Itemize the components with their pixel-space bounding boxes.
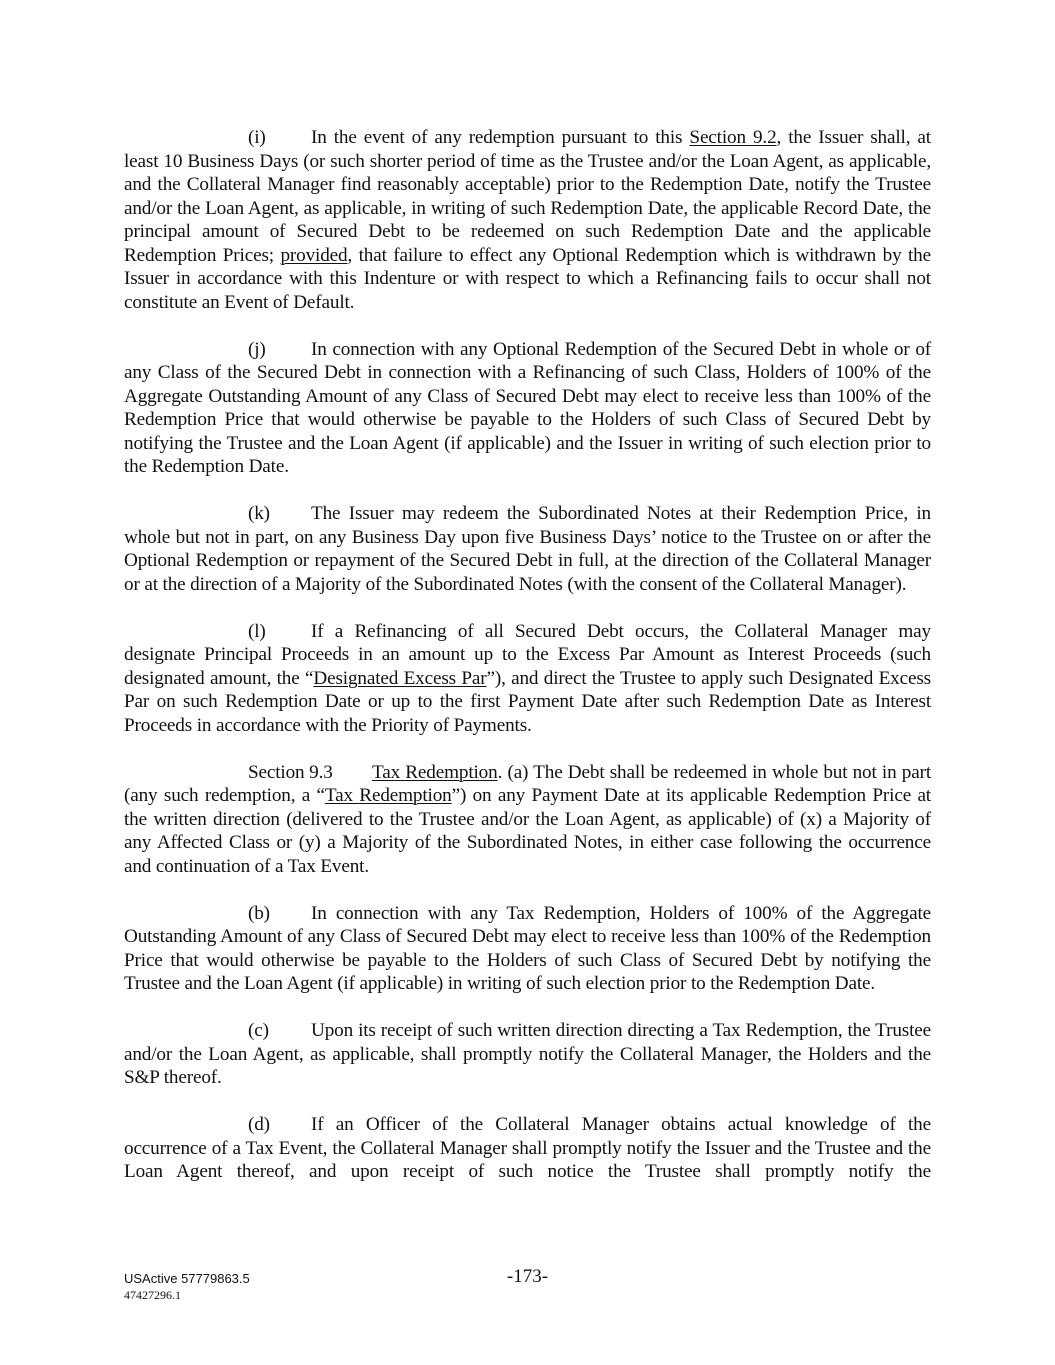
paragraph-k [124, 502, 931, 596]
paragraph-label: (j) [248, 338, 266, 360]
section-heading-tax-redemption: Tax Redemption [372, 761, 498, 783]
section-reference-link: Section 9.2 [689, 127, 777, 148]
page-number: -173- [506, 1266, 549, 1287]
text-segment: ”), and direct the Trustee to apply such Designated Excess Par on such Redemption Date or up to the first Payment Date after such Redemption Date as Interest Proceeds in accordance with the Priority of Payments. [124, 667, 931, 736]
paragraph-label: (d) [248, 1114, 270, 1135]
text-segment: . (a) The Debt shall be redeemed in whole but not in part (any such redemption, a “ [124, 761, 931, 806]
paragraph-i [124, 126, 931, 314]
defined-term-tax-redemption: Tax Redemption [324, 785, 452, 806]
paragraph-label: (k) [248, 503, 270, 524]
defined-term-designated-excess-par: Designated Excess Par [313, 667, 487, 689]
footer-doc-number: 47427296.1 [124, 1288, 181, 1302]
text-segment: In the event of any redemption pursuant to this [311, 127, 690, 148]
paragraph-l [124, 620, 931, 738]
text-segment: ”) on any Payment Date at its applicable Redemption Price at the written direction (delivered to the Trustee and/or the Loan Agent, as applicable) of (x) a Majority of any Affected Class or (y) a Majority of the Subordinated Notes, in either case following the occurrence and continuation of a Tax Event. [124, 785, 931, 877]
section-9-3-paragraph-a [124, 761, 931, 879]
text-segment: Upon its receipt of such written direction directing a Tax Redemption, the Trustee and/or the Loan Agent, as applicable, shall promptly notify the Collateral Manager, the Holders and the S&P thereof. [124, 1020, 931, 1088]
provided-term: provided [280, 244, 348, 266]
paragraph-label: (i) [248, 127, 266, 148]
text-segment: , that failure to effect any Optional Redemption which is withdrawn by the Issuer in accordance with this Indenture or with respect to which a Refinancing fails to occur shall not constitute an Event of Default. [124, 244, 931, 313]
text-segment: If an Officer of the Collateral Manager obtains actual knowledge of the occurrence of a Tax Event, the Collateral Manager shall promptly notify the Issuer and the Trustee and the Loan Agent thereof, and upon receipt of such notice the Trustee shall promptly notify the [124, 1114, 931, 1182]
paragraph-label: (l) [248, 620, 266, 642]
document-body [124, 126, 931, 1207]
text-segment: If a Refinancing of all Secured Debt occurs, the Collateral Manager may designate Principal Proceeds in an amount up to the Excess Par Amount as Interest Proceeds (such designated amount, the “ [124, 620, 931, 689]
text-segment: In connection with any Optional Redemption of the Secured Debt in whole or of any Class of the Secured Debt in connection with a Refinancing of such Class, Holders of 100% of the Aggregate Outstanding Amount of any Class of Secured Debt may elect to receive less than 100% of the Redemption Price that would otherwise be payable to the Holders of such Class of Secured Debt by notifying the Trustee and the Loan Agent (if applicable) and the Issuer in writing of such election prior to the Redemption Date. [124, 338, 931, 477]
paragraph-label: (c) [248, 1020, 269, 1041]
footer-document-ids [124, 1270, 250, 1303]
paragraph-d [124, 1113, 931, 1184]
paragraph-label: (b) [248, 902, 270, 924]
section-label: Section 9.3 [248, 761, 333, 783]
paragraph-c [124, 1019, 931, 1090]
text-segment: , the Issuer shall, at least 10 Business Days (or such shorter period of time as the Trustee and/or the Loan Agent, as applicable, and the Collateral Manager find reasonably acceptable) prior to the Redemption Date, notify the Trustee and/or the Loan Agent, as applicable, in writing of such Redemption Date, the applicable Record Date, the principal amount of Secured Debt to be redeemed on such Redemption Date and the applicable Redemption Prices; [124, 127, 931, 266]
text-segment: In connection with any Tax Redemption, Holders of 100% of the Aggregate Outstanding Amount of any Class of Secured Debt may elect to receive less than 100% of the Redemption Price that would otherwise be payable to the Holders of such Class of Secured Debt by notifying the Trustee and the Loan Agent (if applicable) in writing of such election prior to the Redemption Date. [124, 902, 931, 994]
text-segment: The Issuer may redeem the Subordinated Notes at their Redemption Price, in whole but not in part, on any Business Day upon five Business Days’ notice to the Trustee on or after the Optional Redemption or repayment of the Secured Debt in full, at the direction of the Collateral Manager or at the direction of a Majority of the Subordinated Notes (with the consent of the Collateral Manager). [124, 503, 931, 595]
paragraph-b [124, 902, 931, 996]
paragraph-j [124, 338, 931, 479]
footer-doc-id: USActive 57779863.5 [124, 1271, 250, 1286]
